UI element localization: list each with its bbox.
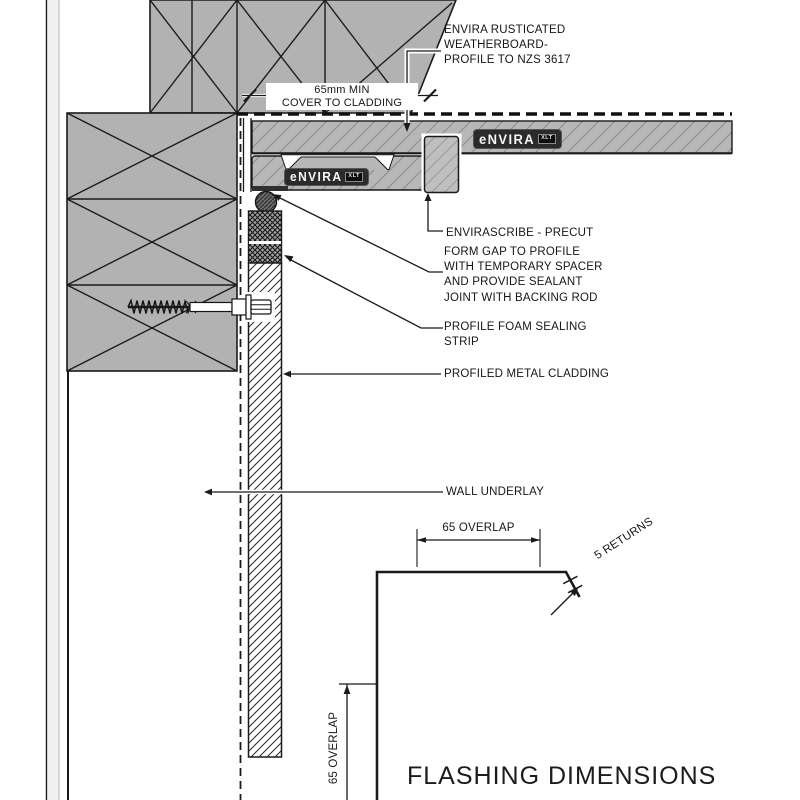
form-gap-line2: WITH TEMPORARY SPACER (444, 261, 603, 274)
cover-dim-line2: COVER TO CLADDING (281, 96, 403, 109)
envira-badge: XLT (538, 134, 555, 144)
callout-scriber: ENVIRASCRIBE - PRECUT (446, 227, 594, 239)
form-gap-line3: AND PROVIDE SEALANT (444, 276, 583, 289)
cover-dim-line1: 65mm MIN (314, 84, 370, 96)
dimension-overlap-vertical: 65 OVERLAP (327, 711, 340, 785)
interior-lining (47, 0, 69, 800)
soffit-board (252, 121, 732, 153)
drawing-title: FLASHING DIMENSIONS (407, 762, 717, 790)
foam-line1: PROFILE FOAM SEALING (444, 321, 587, 333)
callout-weatherboard-line1: ENVIRA RUSTICATED (444, 24, 566, 36)
cladding-board (249, 263, 282, 757)
callout-weatherboard-line2: WEATHERBOARD- (444, 39, 548, 52)
callout-wall-underlay: WALL UNDERLAY (446, 486, 545, 498)
form-gap-line1: FORM GAP TO PROFILE (444, 246, 581, 258)
dimension-returns: 5 RETURNS (592, 515, 656, 563)
flashing-diagram (339, 529, 582, 800)
leader-lines (204, 51, 443, 495)
envira-brand-text: eNVIRA (479, 131, 536, 147)
rusticated-weatherboard (252, 155, 427, 190)
framing-left (67, 113, 237, 371)
envira-badge: XLT (345, 172, 362, 182)
dimension-overlap-horizontal: 65 OVERLAP (442, 522, 515, 534)
form-gap-line4: JOINT WITH BACKING ROD (444, 291, 598, 304)
board-end-cap (243, 118, 252, 192)
callout-metal-cladding: PROFILED METAL CLADDING (444, 368, 609, 380)
scriber-block (422, 134, 462, 196)
callout-weatherboard-line3: PROFILE TO NZS 3617 (444, 54, 571, 67)
foam-line2: STRIP (444, 336, 479, 349)
wall-underlay-lines (237, 114, 732, 800)
foam-sealing-strip (249, 211, 282, 263)
envira-brand-text: eNVIRA (290, 169, 343, 185)
